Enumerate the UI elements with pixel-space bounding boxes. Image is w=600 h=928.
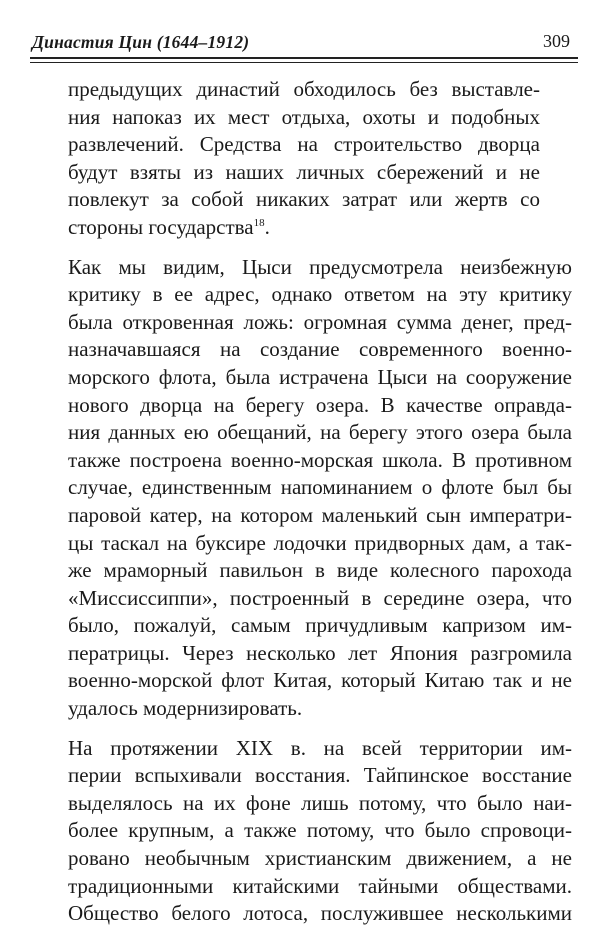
header-rule-thin xyxy=(30,62,578,63)
quote-line-text: стороны государства xyxy=(68,214,254,239)
quote-block xyxy=(68,76,540,242)
quote-end-punct: . xyxy=(264,214,270,239)
para1-line: «Миссиссиппи», построенный в середине озера, что xyxy=(68,585,572,610)
quote-line: повлекут за собой никаких затрат или жертв со xyxy=(68,187,540,212)
body-text xyxy=(34,76,572,928)
para1-line: назначавшаяся на создание современного военно- xyxy=(68,337,572,362)
footnote-ref: 18 xyxy=(253,216,265,229)
para1-line-last: удалось модернизировать. xyxy=(68,696,303,721)
para1-line: была откровенная ложь: огромная сумма денег, пред- xyxy=(68,309,572,334)
para1-line: было, пожалуй, самым причудливым капризом им- xyxy=(68,613,572,638)
para2-line: ровано необычным христианским движением, а не xyxy=(68,846,572,871)
para1-line-first: Как мы видим, Цыси предусмотрела неизбежную xyxy=(68,254,572,279)
page-number: 309 xyxy=(543,31,570,51)
header-rule-thick xyxy=(30,57,578,59)
para2-line: более крупным, а также потому, что было спровоци- xyxy=(68,818,572,843)
para1-line: военно-морской флот Китая, который Китаю так и не xyxy=(68,668,572,693)
para1-line: ператрицы. Через несколько лет Япония разгромила xyxy=(68,640,572,665)
para1-line: цы таскал на буксире лодочки придворных дам, а так- xyxy=(68,530,572,555)
running-head xyxy=(30,28,578,58)
para2-line: Общество белого лотоса, послужившее несколькими xyxy=(68,901,572,926)
para2-line: перии вспыхивали восстания. Тайпинское восстание xyxy=(68,763,572,788)
para1-line: паровой катер, на котором маленький сын императри- xyxy=(68,502,572,527)
quote-line: ния напоказ их мест отдыха, охоты и подобных xyxy=(68,104,540,129)
quote-line: будут взяты из наших личных сбережений и не xyxy=(68,159,540,184)
para1-line: нового дворца на берегу озера. В качестве оправда- xyxy=(68,392,572,417)
para1-line: критику в ее адрес, однако ответом на эту критику xyxy=(68,282,572,307)
para1-line: также построена военно-морская школа. В противном xyxy=(68,447,572,472)
para2-line: традиционными китайскими тайными обществами. xyxy=(68,873,572,898)
quote-line: предыдущих династий обходилось без выставле- xyxy=(68,77,540,101)
para1-line: же мраморный павильон в виде колесного парохода xyxy=(68,558,572,583)
paragraph-1 xyxy=(34,254,572,723)
para2-line-first: На протяжении XIX в. на всей территории им- xyxy=(68,735,572,760)
running-title: Династия Цин (1644–1912) xyxy=(32,32,250,52)
para1-line: морского флота, была истрачена Цыси на сооружение xyxy=(68,364,572,389)
para1-line: случае, единственным напоминанием о флоте был бы xyxy=(68,475,572,500)
paragraph-2 xyxy=(34,735,572,928)
quote-line-last xyxy=(68,214,540,242)
quote-line: развлечений. Средства на строительство дворца xyxy=(68,132,540,157)
para1-line: ния данных ею обещаний, на берегу этого озера была xyxy=(68,420,572,445)
para2-line: выделялось на их фоне лишь потому, что было наи- xyxy=(68,790,572,815)
